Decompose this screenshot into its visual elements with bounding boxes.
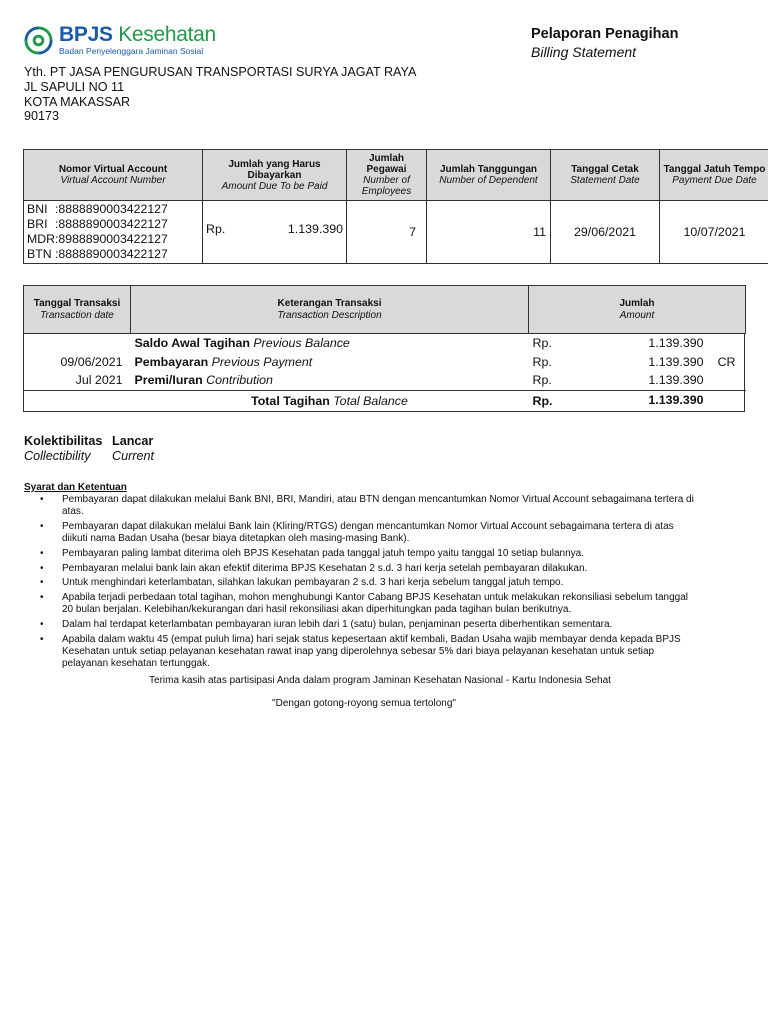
transaction-row	[24, 371, 746, 390]
header-dependents: Jumlah Tanggungan Number of Dependent	[427, 150, 551, 201]
statement-date-value: 29/06/2021	[551, 201, 660, 264]
terms-item: • Pembayaran dapat dilakukan melalui Bank lain (Kliring/RTGS) dengan mencantumkan Nomor Virtual Account sebagaimana tertera di atas diikuti nama Badan Usaha (besar biaya ditetapkan oleh masing-masing Bank).	[40, 520, 674, 545]
terms-list	[38, 494, 700, 673]
terms-item: • Apabila dalam waktu 45 (empat puluh lima) hari sejak status kepesertaan aktif kembali, Badan Usaha wajib membayar denda kepada BPJS Kesehatan untuk setiap pelayanan kesehatan rawat inap yang diperolehnya sebesar 5% dari biaya pelayanan kesehatan untuk setiap pelayanan kesehatan tertunggak.	[40, 633, 681, 669]
bullet-icon: •	[40, 591, 44, 603]
recipient-address	[24, 65, 416, 124]
address-line: KOTA MAKASSAR	[24, 94, 131, 109]
header-transaction-description: Keterangan Transaksi Transaction Description	[131, 286, 529, 334]
collectibility-value-en: Current	[112, 449, 154, 463]
terms-item: • Apabila terjadi perbedaan total tagihan, mohon menghubungi Kantor Cabang BPJS Kesehatan untuk melakukan rekonsiliasi sebelum tanggal 20 bulan berjalan. Kelebihan/kekurangan dari hasil rekonsiliasi akan diperhitungkan pada tagihan bulan berikutnya.	[40, 591, 688, 616]
terms-title: Syarat dan Ketentuan	[24, 482, 127, 493]
bullet-icon: •	[40, 520, 44, 532]
thank-you-note: Terima kasih atas partisipasi Anda dalam program Jaminan Kesehatan Nasional - Kartu Indonesia Sehat	[149, 675, 611, 686]
header-employees: Jumlah Pegawai Number of Employees	[347, 150, 427, 201]
terms-item: • Pembayaran paling lambat diterima oleh BPJS Kesehatan pada tanggal jatuh tempo yaitu tanggal 10 setiap bulannya.	[40, 547, 585, 559]
header-due-date: Tanggal Jatuh Tempo Payment Due Date	[660, 150, 768, 201]
bullet-icon: •	[40, 562, 44, 574]
bullet-icon: •	[40, 494, 44, 505]
currency-label: Rp.	[206, 222, 226, 236]
transaction-amount: Rp. 1.139.390	[532, 336, 704, 351]
header-transaction-date: Tanggal Transaksi Transaction date	[24, 286, 131, 334]
bpjs-emblem-icon	[24, 26, 53, 55]
terms-item: • Untuk menghindari keterlambatan, silahkan lakukan pembayaran 2 s.d. 3 hari kerja sebelum tanggal jatuh tempo.	[40, 577, 564, 589]
collectibility-block	[24, 434, 154, 464]
address-line: JL SAPULI NO 11	[24, 79, 125, 94]
bullet-icon: •	[40, 577, 44, 589]
amount-due-cell	[203, 201, 347, 264]
bpjs-logo	[24, 24, 216, 56]
total-amount: Rp. 1.139.390	[529, 390, 746, 412]
collectibility-value: Lancar	[112, 434, 154, 448]
billing-summary-table	[23, 149, 768, 264]
collectibility-label-en: Collectibility	[24, 449, 91, 463]
header-va-number: Nomor Virtual Account Virtual Account Number	[24, 150, 203, 201]
header-transaction-amount: Jumlah Amount	[529, 286, 746, 334]
credit-flag: CR	[717, 354, 736, 369]
employees-value: 7	[347, 201, 427, 264]
transaction-amount: Rp. 1.139.390	[532, 373, 704, 388]
total-label: Total Tagihan Total Balance	[131, 390, 529, 412]
transaction-description: Pembayaran Previous Payment	[134, 354, 313, 369]
brand-tagline: Badan Penyelenggara Jaminan Sosial	[59, 46, 204, 56]
virtual-account-row: MDR:8988890003422127	[27, 232, 168, 246]
document-subtitle: Billing Statement	[531, 44, 637, 60]
document-title: Pelaporan Penagihan	[531, 26, 679, 42]
virtual-account-row: BRI :8888890003422127	[27, 217, 168, 231]
transaction-date	[24, 334, 131, 353]
transaction-amount: Rp. 1.139.390 CR	[532, 354, 736, 369]
transaction-date: Jul 2021	[75, 373, 123, 388]
transaction-description: Saldo Awal Tagihan Previous Balance	[134, 336, 350, 351]
address-line: 90173	[24, 109, 60, 124]
collectibility-label: Kolektibilitas	[24, 434, 103, 448]
terms-item: • Pembayaran melalui bank lain akan efektif diterima BPJS Kesehatan 2 s.d. 3 hari kerja setelah pembayaran dilakukan.	[40, 562, 588, 574]
dependents-value: 11	[427, 201, 551, 264]
address-line: Yth. PT JASA PENGURUSAN TRANSPORTASI SURYA JAGAT RAYA	[24, 65, 417, 79]
header-statement-date: Tanggal Cetak Statement Date	[551, 150, 660, 201]
motto: "Dengan gotong-royong semua tertolong"	[272, 698, 456, 709]
transaction-row	[24, 334, 746, 353]
total-row	[24, 390, 746, 412]
transactions-table	[23, 285, 746, 412]
bullet-icon: •	[40, 618, 44, 630]
amount-due-value: 1.139.390	[287, 222, 343, 236]
transaction-date: 09/06/2021	[60, 354, 123, 369]
terms-item: • Dalam hal terdapat keterlambatan pembayaran iuran lebih dari 1 (satu) bulan, penjaminan peserta diberhentikan sementara.	[40, 618, 613, 630]
transaction-description: Premi/Iuran Contribution	[134, 373, 273, 388]
due-date-value: 10/07/2021	[660, 201, 768, 264]
transaction-row	[24, 353, 746, 372]
terms-item: • Pembayaran dapat dilakukan melalui Bank BNI, BRI, Mandiri, atau BTN dengan mencantumkan Nomor Virtual Account sebagaimana tertera di atas.	[40, 494, 694, 518]
virtual-account-cell	[24, 201, 203, 264]
brand-name: BPJS Kesehatan	[59, 23, 216, 46]
bullet-icon: •	[40, 633, 44, 645]
header-amount-due: Jumlah yang Harus Dibayarkan Amount Due To be Paid	[203, 150, 347, 201]
virtual-account-row: BTN :8888890003422127	[27, 247, 168, 261]
bullet-icon: •	[40, 547, 44, 559]
virtual-account-row: BNI :8888890003422127	[27, 202, 168, 216]
